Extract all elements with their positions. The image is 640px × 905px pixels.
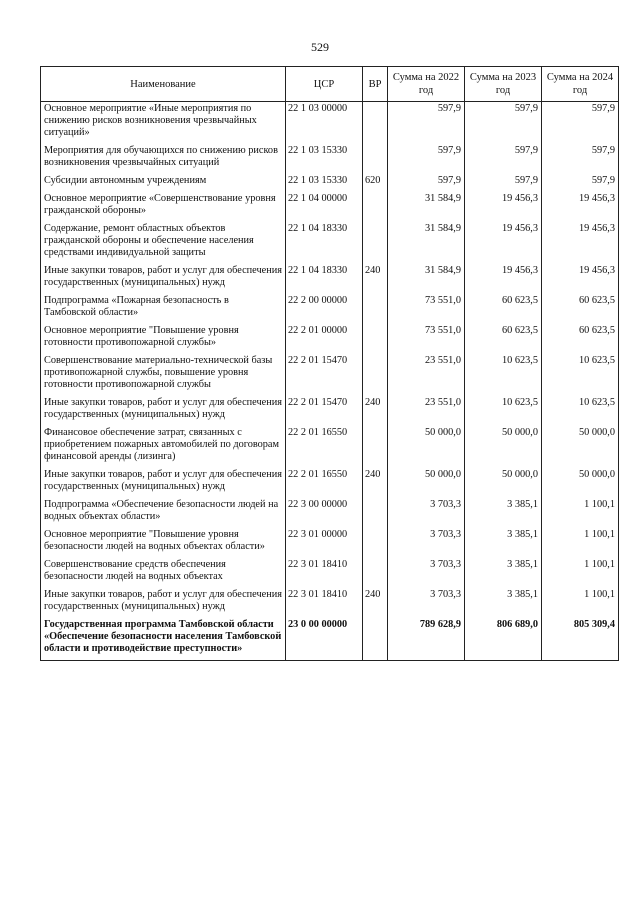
row-vr: 620 [363, 174, 388, 192]
page-number: 529 [311, 40, 329, 54]
row-name: Содержание, ремонт областных объектов гражданской обороны и обеспечение населения средствами индивидуальной защиты [41, 222, 286, 264]
row-sum-2023: 597,9 [465, 144, 542, 174]
table-row [41, 222, 619, 264]
row-csr: 22 2 01 16550 [286, 426, 363, 468]
row-vr [363, 528, 388, 558]
row-csr: 22 1 04 00000 [286, 192, 363, 222]
row-name: Совершенствование средств обеспечения безопасности людей на водных объектах [41, 558, 286, 588]
table-row [41, 528, 619, 558]
row-sum-2022: 31 584,9 [388, 222, 465, 264]
row-sum-2024: 60 623,5 [542, 324, 619, 354]
row-sum-2024: 50 000,0 [542, 426, 619, 468]
row-sum-2022: 73 551,0 [388, 324, 465, 354]
row-sum-2022: 789 628,9 [388, 618, 465, 661]
row-csr: 23 0 00 00000 [286, 618, 363, 661]
row-sum-2023: 3 385,1 [465, 498, 542, 528]
table-row [41, 174, 619, 192]
row-sum-2024: 10 623,5 [542, 396, 619, 426]
row-vr [363, 222, 388, 264]
row-sum-2022: 31 584,9 [388, 192, 465, 222]
row-name: Иные закупки товаров, работ и услуг для обеспечения государственных (муниципальных) нужд [41, 468, 286, 498]
row-name: Основное мероприятие «Иные мероприятия по снижению рисков возникновения чрезвычайных ситуаций» [41, 102, 286, 145]
row-csr: 22 2 01 15470 [286, 396, 363, 426]
row-sum-2023: 50 000,0 [465, 426, 542, 468]
row-vr: 240 [363, 468, 388, 498]
row-name: Иные закупки товаров, работ и услуг для обеспечения государственных (муниципальных) нужд [41, 588, 286, 618]
row-sum-2022: 31 584,9 [388, 264, 465, 294]
row-sum-2023: 3 385,1 [465, 528, 542, 558]
row-vr [363, 294, 388, 324]
row-sum-2022: 50 000,0 [388, 426, 465, 468]
row-sum-2022: 23 551,0 [388, 396, 465, 426]
table-row [41, 264, 619, 294]
table-row [41, 354, 619, 396]
header-name: Наименование [41, 67, 286, 102]
row-sum-2024: 60 623,5 [542, 294, 619, 324]
row-sum-2024: 1 100,1 [542, 498, 619, 528]
row-sum-2023: 597,9 [465, 174, 542, 192]
row-sum-2024: 19 456,3 [542, 264, 619, 294]
row-sum-2023: 10 623,5 [465, 396, 542, 426]
row-sum-2022: 3 703,3 [388, 558, 465, 588]
row-vr [363, 618, 388, 661]
row-csr: 22 1 04 18330 [286, 264, 363, 294]
row-sum-2023: 19 456,3 [465, 192, 542, 222]
row-vr [363, 192, 388, 222]
header-sum-2023: Сумма на 2023 год [465, 67, 542, 102]
row-csr: 22 3 01 00000 [286, 528, 363, 558]
table-row [41, 102, 619, 145]
row-name: Основное мероприятие "Повышение уровня готовности противопожарной службы» [41, 324, 286, 354]
row-vr [363, 498, 388, 528]
row-vr: 240 [363, 588, 388, 618]
row-name: Основное мероприятие «Совершенствование уровня гражданской обороны» [41, 192, 286, 222]
table-row [41, 468, 619, 498]
row-csr: 22 1 04 18330 [286, 222, 363, 264]
row-sum-2023: 50 000,0 [465, 468, 542, 498]
row-csr: 22 2 01 15470 [286, 354, 363, 396]
row-sum-2023: 60 623,5 [465, 324, 542, 354]
row-name: Подпрограмма «Пожарная безопасность в Тамбовской области» [41, 294, 286, 324]
table-row [41, 426, 619, 468]
row-sum-2024: 597,9 [542, 144, 619, 174]
row-sum-2022: 3 703,3 [388, 528, 465, 558]
table-row [41, 396, 619, 426]
row-name: Иные закупки товаров, работ и услуг для обеспечения государственных (муниципальных) нужд [41, 396, 286, 426]
header-vr: ВР [363, 67, 388, 102]
row-name: Субсидии автономным учреждениям [41, 174, 286, 192]
row-sum-2024: 1 100,1 [542, 528, 619, 558]
row-name: Основное мероприятие "Повышение уровня безопасности людей на водных объектах области» [41, 528, 286, 558]
row-vr [363, 354, 388, 396]
row-vr [363, 324, 388, 354]
row-sum-2023: 3 385,1 [465, 588, 542, 618]
row-sum-2023: 19 456,3 [465, 222, 542, 264]
row-vr [363, 144, 388, 174]
table-row [41, 144, 619, 174]
row-csr: 22 1 03 00000 [286, 102, 363, 145]
row-vr [363, 102, 388, 145]
row-sum-2022: 3 703,3 [388, 588, 465, 618]
row-csr: 22 2 01 16550 [286, 468, 363, 498]
row-sum-2022: 597,9 [388, 144, 465, 174]
table-row [41, 324, 619, 354]
table-row [41, 192, 619, 222]
table-row [41, 558, 619, 588]
row-name: Совершенствование материально-технической базы противопожарной службы, повышение уровня готовности противопожарной службы [41, 354, 286, 396]
row-csr: 22 3 01 18410 [286, 588, 363, 618]
budget-table [40, 66, 619, 661]
row-sum-2024: 597,9 [542, 102, 619, 145]
row-csr: 22 1 03 15330 [286, 144, 363, 174]
row-sum-2022: 597,9 [388, 174, 465, 192]
row-vr [363, 426, 388, 468]
row-sum-2024: 1 100,1 [542, 588, 619, 618]
row-sum-2022: 3 703,3 [388, 498, 465, 528]
row-sum-2024: 10 623,5 [542, 354, 619, 396]
row-name: Финансовое обеспечение затрат, связанных с приобретением пожарных автомобилей по договорам финансовой аренды (лизинга) [41, 426, 286, 468]
header-csr: ЦСР [286, 67, 363, 102]
row-sum-2023: 19 456,3 [465, 264, 542, 294]
row-name: Мероприятия для обучающихся по снижению рисков возникновения чрезвычайных ситуаций [41, 144, 286, 174]
row-sum-2022: 50 000,0 [388, 468, 465, 498]
row-sum-2022: 597,9 [388, 102, 465, 145]
row-sum-2024: 19 456,3 [542, 222, 619, 264]
row-sum-2023: 806 689,0 [465, 618, 542, 661]
row-sum-2023: 3 385,1 [465, 558, 542, 588]
row-name: Иные закупки товаров, работ и услуг для обеспечения государственных (муниципальных) нужд [41, 264, 286, 294]
row-sum-2024: 805 309,4 [542, 618, 619, 661]
table-row [41, 588, 619, 618]
row-csr: 22 2 01 00000 [286, 324, 363, 354]
row-sum-2023: 597,9 [465, 102, 542, 145]
header-sum-2024: Сумма на 2024 год [542, 67, 619, 102]
row-name: Подпрограмма «Обеспечение безопасности людей на водных объектах области» [41, 498, 286, 528]
row-csr: 22 1 03 15330 [286, 174, 363, 192]
header-sum-2022: Сумма на 2022 год [388, 67, 465, 102]
row-sum-2022: 23 551,0 [388, 354, 465, 396]
row-sum-2023: 10 623,5 [465, 354, 542, 396]
row-vr: 240 [363, 396, 388, 426]
row-sum-2024: 19 456,3 [542, 192, 619, 222]
row-sum-2024: 1 100,1 [542, 558, 619, 588]
table-body [41, 102, 619, 661]
row-csr: 22 2 00 00000 [286, 294, 363, 324]
table-row [41, 294, 619, 324]
table-row [41, 498, 619, 528]
row-vr [363, 558, 388, 588]
row-sum-2022: 73 551,0 [388, 294, 465, 324]
row-name: Государственная программа Тамбовской области «Обеспечение безопасности населения Тамбовской области и противодействие преступности» [41, 618, 286, 661]
row-csr: 22 3 00 00000 [286, 498, 363, 528]
row-sum-2024: 50 000,0 [542, 468, 619, 498]
row-sum-2023: 60 623,5 [465, 294, 542, 324]
row-vr: 240 [363, 264, 388, 294]
row-sum-2024: 597,9 [542, 174, 619, 192]
table-row [41, 618, 619, 661]
table-header-row [41, 67, 619, 102]
row-csr: 22 3 01 18410 [286, 558, 363, 588]
